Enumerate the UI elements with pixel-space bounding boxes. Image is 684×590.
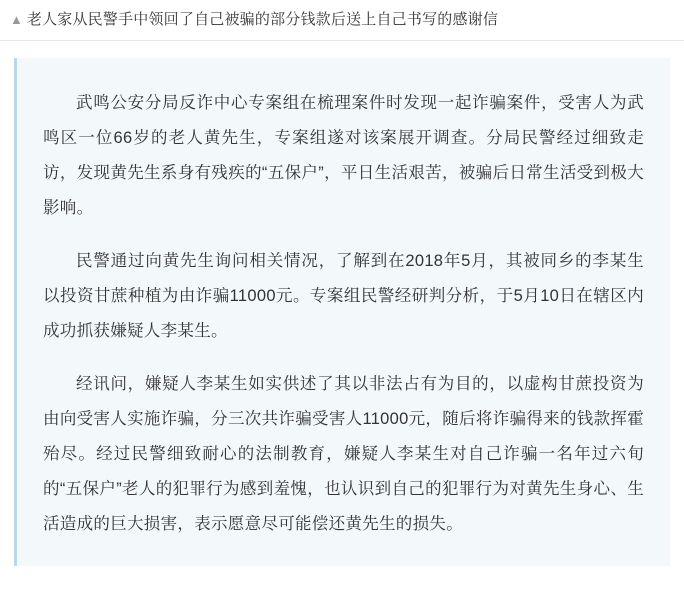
image-caption — [0, 0, 684, 40]
article-paragraph: 民警通过向黄先生询问相关情况，了解到在2018年5月，其被同乡的李某生以投资甘蔗种植为由诈骗11000元。专案组民警经研判分析，于5月10日在辖区内成功抓获嫌疑人李某生。 — [43, 252, 644, 340]
caption-divider — [0, 40, 684, 41]
article-paragraph: 武鸣公安分局反诈中心专案组在梳理案件时发现一起诈骗案件，受害人为武鸣区一位66岁的老人黄先生，专案组遂对该案展开调查。分局民警经过细致走访，发现黄先生系身有残疾的“五保户”，平日生活艰苦，被骗后日常生活受到极大影响。 — [43, 94, 644, 217]
caption-text: 老人家从民警手中领回了自己被骗的部分钱款后送上自己书写的感谢信 — [26, 11, 499, 28]
triangle-up-icon: ▲ — [10, 12, 23, 27]
article-paragraph: 经讯问，嫌疑人李某生如实供述了其以非法占有为目的，以虚构甘蔗投资为由向受害人实施诈骗，分三次共诈骗受害人11000元，随后将诈骗得来的钱款挥霍殆尽。经过民警细致耐心的法制教育，嫌疑人李某生对自己诈骗一名年过六旬的“五保户”老人的犯罪行为感到羞愧，也认识到自己的犯罪行为对黄先生身心、生活造成的巨大损害，表示愿意尽可能偿还黄先生的损失。 — [43, 375, 644, 533]
article-body — [14, 58, 670, 566]
